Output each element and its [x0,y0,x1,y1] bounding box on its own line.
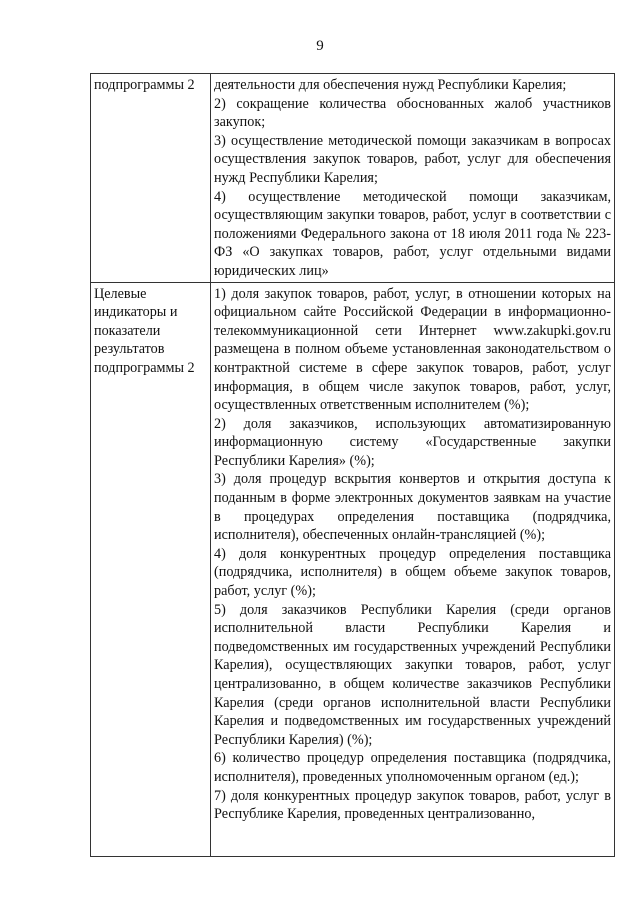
row-label-cell [91,282,211,856]
list-item: 2) сокращение количества обоснованных жалоб участников закупок; [214,95,611,131]
table-row [91,74,615,283]
list-item: 4) доля конкурентных процедур определения поставщика (подрядчика, исполнителя) в общем объеме закупок товаров, работ, услуг (%); [214,545,611,600]
program-passport-table [90,73,615,857]
row-label: Целевые индикаторы и показатели результатов подпрограммы 2 [94,285,195,376]
list-item: 6) количество процедур определения поставщика (подрядчика, исполнителя), проведенных уполномоченным органом (ед.); [214,750,611,785]
list-item: 3) доля процедур вскрытия конвертов и открытия доступа к поданным в форме электронных документов заявкам на участие в процедурах определения поставщика (подрядчика, исполнителя), обеспеченных онлайн-трансляцией (%); [214,471,611,544]
table-row [91,282,615,856]
list-item: 3) осуществление методической помощи заказчикам в вопросах осуществления закупок товаров, работ, услуг для обеспечения нужд Республики Карелия; [214,132,611,186]
list-item: 7) доля конкурентных процедур закупок товаров, работ, услуг в Республике Карелия, проведенных централизованно, [214,787,611,823]
row-label: подпрограммы 2 [94,77,195,93]
list-item: деятельности для обеспечения нужд Республики Карелия; [214,77,567,93]
page-number: 9 [316,38,324,54]
row-label-cell [91,74,211,283]
list-item: 4) осуществление методической помощи заказчикам, осуществляющим закупки товаров, работ, услуг в соответствии с положениями Федерального закона от 18 июля 2011 года № 223-ФЗ «О закупках товаров, работ, услуг отдельными видами юридических лиц» [214,188,611,279]
row-content-cell [211,74,615,283]
list-item: 5) доля заказчиков Республики Карелия (среди органов исполнительной власти Республики Карелия и подведомственных им государственных учреждений Республики Карелия), осуществляющих закупки товаров, работ, услуг централизованно, в общем количестве заказчиков Республики Карелия (среди органов исполнительной власти Республики Карелия и подведомственных им государственных учреждений Республики Карелия) (%); [214,601,611,748]
list-item: 2) доля заказчиков, использующих автоматизированную информационную систему «Государственные закупки Республики Карелия» (%); [214,415,611,469]
list-item: 1) доля закупок товаров, работ, услуг, в отношении которых на официальном сайте Российской Федерации в информационно-телекоммуникационной сети Интернет www.zakupki.gov.ru размещена в полном объеме установленная законодательством о контрактной системе в сфере закупок товаров, работ, услуг информация, в общем числе закупок товаров, работ, услуг, осуществленных ответственным исполнителем (%); [214,285,611,414]
row-content-cell [211,282,615,856]
